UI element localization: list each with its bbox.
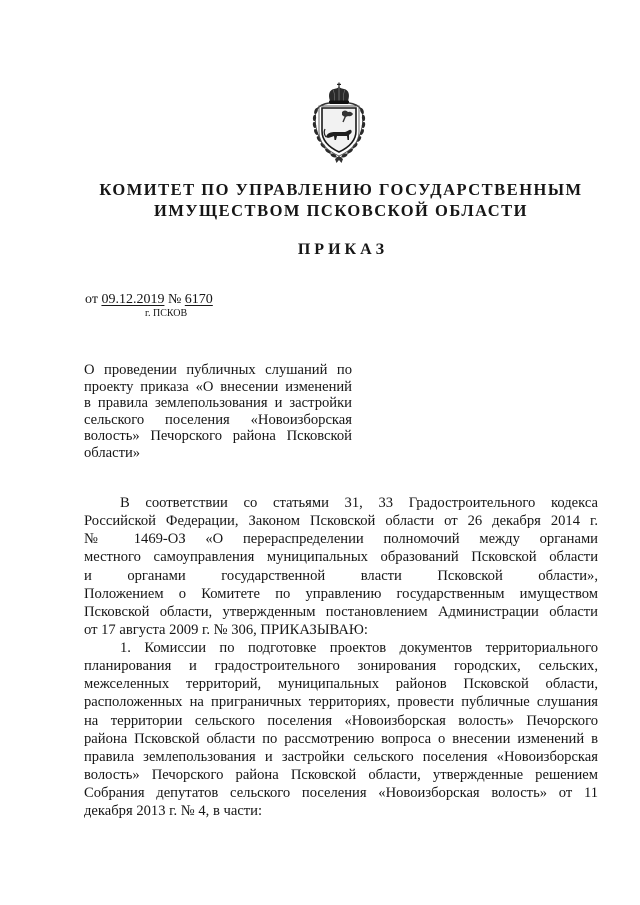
coat-of-arms-icon xyxy=(304,82,374,164)
preamble-paragraph xyxy=(84,494,598,639)
body-line: Российской Федерации, Законом Псковской области от 26 декабря 2014 г. xyxy=(84,513,598,530)
crown-icon xyxy=(317,83,361,110)
document-date: 09.12.2019 xyxy=(101,292,165,307)
subject-line: сельского поселения «Новоизборская xyxy=(84,411,352,428)
body-line: правила землепользования и застройки сельского поселения «Новоизборская xyxy=(84,748,598,765)
body-line: 1. Комиссии по подготовке проектов документов территориального xyxy=(120,640,598,656)
document-number: 6170 xyxy=(184,292,213,307)
body-line: Псковской области, утвержденным постановлением Администрации области xyxy=(84,603,598,620)
body-line: района Псковской области по рассмотрению вопроса о внесении изменений в xyxy=(84,730,598,747)
body-line: от 17 августа 2009 г. № 306, ПРИКАЗЫВАЮ: xyxy=(84,621,368,638)
body-line: расположенных на приграничных территориях, провести публичные слушания xyxy=(84,694,598,711)
body-line: декабря 2013 г. № 4, в части: xyxy=(84,803,263,820)
date-prefix: от xyxy=(85,292,98,307)
document-type-title: П Р И К А З xyxy=(297,241,385,258)
body-line: межселенных территорий, муниципальных районов Псковской области, xyxy=(84,676,598,693)
body-line: на территории сельского поселения «Новоизборская волость» Печорского xyxy=(84,712,598,729)
body-line: планирования и градостроительного зонирования городских, сельских, xyxy=(84,658,598,675)
number-sign: № xyxy=(167,292,182,307)
body-line: волость» Печорского района Псковской области, утвержденные решением xyxy=(84,766,598,783)
date-number-line xyxy=(85,291,213,309)
committee-heading xyxy=(84,179,598,221)
subject-line: области» xyxy=(84,444,141,461)
city-label: г. ПСКОВ xyxy=(145,308,188,319)
body-line: № 1469-ОЗ «О перераспределении полномочий между органами xyxy=(84,531,598,548)
body-line: и органами государственной власти Псковской области», xyxy=(84,567,598,584)
document-body xyxy=(84,494,598,820)
body-line: Положением о Комитете по управлению государственным имуществом xyxy=(84,585,598,602)
subject-line: О проведении публичных слушаний по xyxy=(84,362,352,378)
subject-block xyxy=(84,362,352,462)
subject-line: проекту приказа «О внесении изменений xyxy=(84,378,352,395)
committee-heading-line-2: ИМУЩЕСТВОМ ПСКОВСКОЙ ОБЛАСТИ xyxy=(154,201,528,220)
order-item-1-paragraph xyxy=(84,639,598,820)
subject-line: волость» Печорского района Псковской xyxy=(84,428,352,445)
body-line: В соответствии со статьями 31, 33 Градостроительного кодекса xyxy=(120,495,598,511)
body-line: Собрания депутатов сельского поселения «Новоизборская волость» от 11 xyxy=(84,785,598,801)
committee-heading-line-1: КОМИТЕТ ПО УПРАВЛЕНИЮ ГОСУДАРСТВЕННЫМ xyxy=(99,180,583,199)
body-line: местного самоуправления муниципальных образований Псковской области xyxy=(84,549,598,566)
subject-line: в правила землепользования и застройки xyxy=(84,395,352,412)
